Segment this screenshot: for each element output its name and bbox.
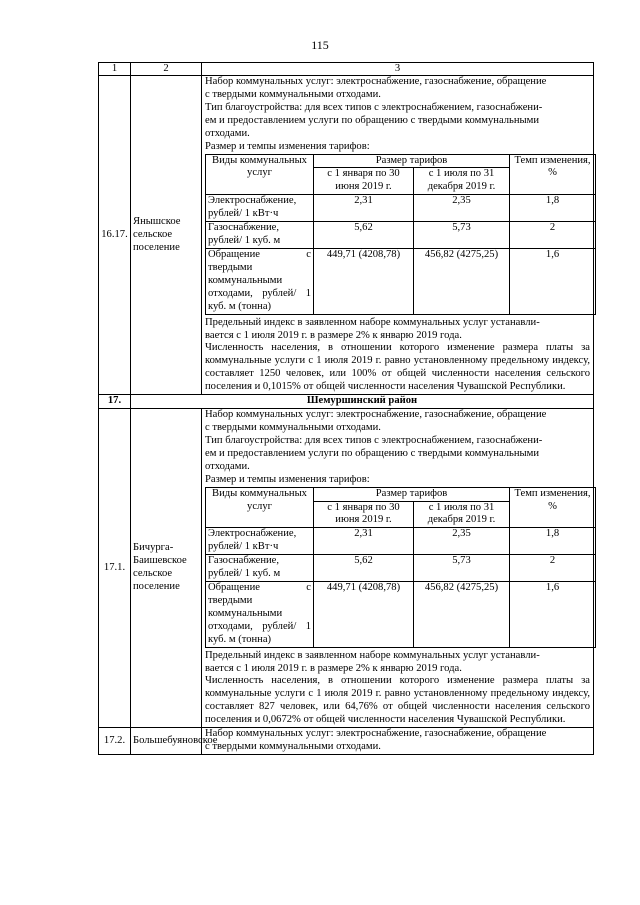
entry-number: 17.1. [99, 409, 131, 728]
entry-content [202, 728, 594, 755]
column-header-row [99, 63, 594, 76]
tariff-period-2: 5,73 [414, 555, 510, 582]
population-text: Численность населения, в отношении которого изменение размера платы за коммунальные услуги с 1 июля 2019 г. равно установленному предельному индексу, составляет 1250 человек, или 100% от общей численности населения сельского поселения и 0,1015% от общей численности населения Чувашской Республики. [205, 342, 590, 393]
rates-title: Размер и темпы изменения тарифов: [205, 140, 370, 152]
service-type-header: Виды коммунальных услуг [206, 154, 314, 195]
service-label: Обращение с твердыми коммунальными отходами, рублей/ 1 куб. м (тонна) [206, 248, 314, 314]
amenity-line: отходами. [205, 127, 250, 139]
tariff-period-2: 5,73 [414, 222, 510, 249]
district-row [99, 395, 594, 409]
period-2-header: с 1 июля по 31 декабря 2019 г. [414, 501, 510, 528]
tariff-rate: 2 [510, 555, 596, 582]
tariff-period-1: 449,71 (4208,78) [314, 248, 414, 314]
settlement-name: Янышское сельское поселение [131, 76, 202, 395]
tariff-size-header: Размер тарифов [314, 487, 510, 501]
services-line: Набор коммунальных услуг: электроснабжение, газоснабжение, обращение [205, 728, 547, 740]
index-line: вается с 1 июля 2019 г. в размере 2% к январю 2019 года. [205, 329, 462, 341]
change-rate-header: Темп изменения, % [510, 154, 596, 195]
tariff-period-2: 2,35 [414, 195, 510, 222]
index-line: Предельный индекс в заявленном наборе коммунальных услуг устанавли- [205, 649, 540, 661]
settlement-name: Большебуяновское [131, 728, 202, 755]
service-label: Газоснабжение, рублей/ 1 куб. м [206, 222, 314, 249]
entry-number: 16.17. [99, 76, 131, 395]
tariff-header-row [206, 154, 596, 168]
tariff-row-waste [206, 248, 596, 314]
entry-row-17-2 [99, 728, 594, 755]
column-header-1: 1 [99, 63, 131, 76]
tariff-period-1: 449,71 (4208,78) [314, 582, 414, 648]
tariff-table [205, 154, 596, 315]
services-line: Набор коммунальных услуг: электроснабжение, газоснабжение, обращение [205, 409, 547, 421]
tariff-period-2: 456,82 (4275,25) [414, 582, 510, 648]
tariff-period-1: 5,62 [314, 555, 414, 582]
tariff-document-table [98, 62, 594, 755]
tariff-rate: 2 [510, 222, 596, 249]
service-label: Обращение с твердыми коммунальными отходами, рублей/ 1 куб. м (тонна) [206, 582, 314, 648]
district-number: 17. [99, 395, 131, 409]
period-1-header: с 1 января по 30 июня 2019 г. [314, 168, 414, 195]
tariff-rate: 1,8 [510, 195, 596, 222]
rates-title: Размер и темпы изменения тарифов: [205, 473, 370, 485]
settlement-name: Бичурга-Баишевское сельское поселение [131, 409, 202, 728]
tariff-rate: 1,6 [510, 248, 596, 314]
amenity-line: отходами. [205, 460, 250, 472]
service-label: Электроснабжение, рублей/ 1 кВт·ч [206, 528, 314, 555]
amenity-line: ем и предоставлением услуги по обращению с твердыми коммунальными [205, 447, 540, 459]
tariff-period-2: 2,35 [414, 528, 510, 555]
entry-number: 17.2. [99, 728, 131, 755]
entry-row-17-1 [99, 409, 594, 728]
amenity-line: Тип благоустройства: для всех типов с электроснабжением, газоснабжени- [205, 101, 543, 113]
amenity-line: Тип благоустройства: для всех типов с электроснабжением, газоснабжени- [205, 434, 543, 446]
column-header-3: 3 [202, 63, 594, 76]
services-line: Набор коммунальных услуг: электроснабжение, газоснабжение, обращение [205, 76, 547, 87]
entry-content [202, 409, 594, 728]
period-2-header: с 1 июля по 31 декабря 2019 г. [414, 168, 510, 195]
services-line: с твердыми коммунальными отходами. [205, 88, 381, 100]
tariff-period-1: 5,62 [314, 222, 414, 249]
tariff-row-gas [206, 555, 596, 582]
population-text: Численность населения, в отношении которого изменение размера платы за коммунальные услуги с 1 июля 2019 г. равно установленному предельному индексу, составляет 827 человек, или 64,76% от общей численности населения сельского поселения и 0,0672% от общей численности населения Чувашской Республики. [205, 675, 590, 726]
index-line: Предельный индекс в заявленном наборе коммунальных услуг устанавли- [205, 316, 540, 328]
change-rate-header: Темп изменения, % [510, 487, 596, 528]
tariff-period-2: 456,82 (4275,25) [414, 248, 510, 314]
tariff-rate: 1,6 [510, 582, 596, 648]
tariff-period-1: 2,31 [314, 195, 414, 222]
entry-row-16-17 [99, 76, 594, 395]
tariff-size-header: Размер тарифов [314, 154, 510, 168]
district-name: Шемуршинский район [131, 395, 594, 409]
entry-content [202, 76, 594, 395]
service-label: Электроснабжение, рублей/ 1 кВт·ч [206, 195, 314, 222]
column-header-2: 2 [131, 63, 202, 76]
index-line: вается с 1 июля 2019 г. в размере 2% к январю 2019 года. [205, 662, 462, 674]
services-line: с твердыми коммунальными отходами. [205, 741, 381, 753]
services-line: с твердыми коммунальными отходами. [205, 421, 381, 433]
tariff-row-electricity [206, 195, 596, 222]
tariff-row-gas [206, 222, 596, 249]
tariff-table [205, 487, 596, 648]
period-1-header: с 1 января по 30 июня 2019 г. [314, 501, 414, 528]
service-label: Газоснабжение, рублей/ 1 куб. м [206, 555, 314, 582]
service-type-header: Виды коммунальных услуг [206, 487, 314, 528]
tariff-row-electricity [206, 528, 596, 555]
amenity-line: ем и предоставлением услуги по обращению с твердыми коммунальными [205, 114, 540, 126]
tariff-rate: 1,8 [510, 528, 596, 555]
tariff-row-waste [206, 582, 596, 648]
tariff-period-1: 2,31 [314, 528, 414, 555]
tariff-header-row [206, 487, 596, 501]
page-number: 115 [311, 38, 329, 52]
